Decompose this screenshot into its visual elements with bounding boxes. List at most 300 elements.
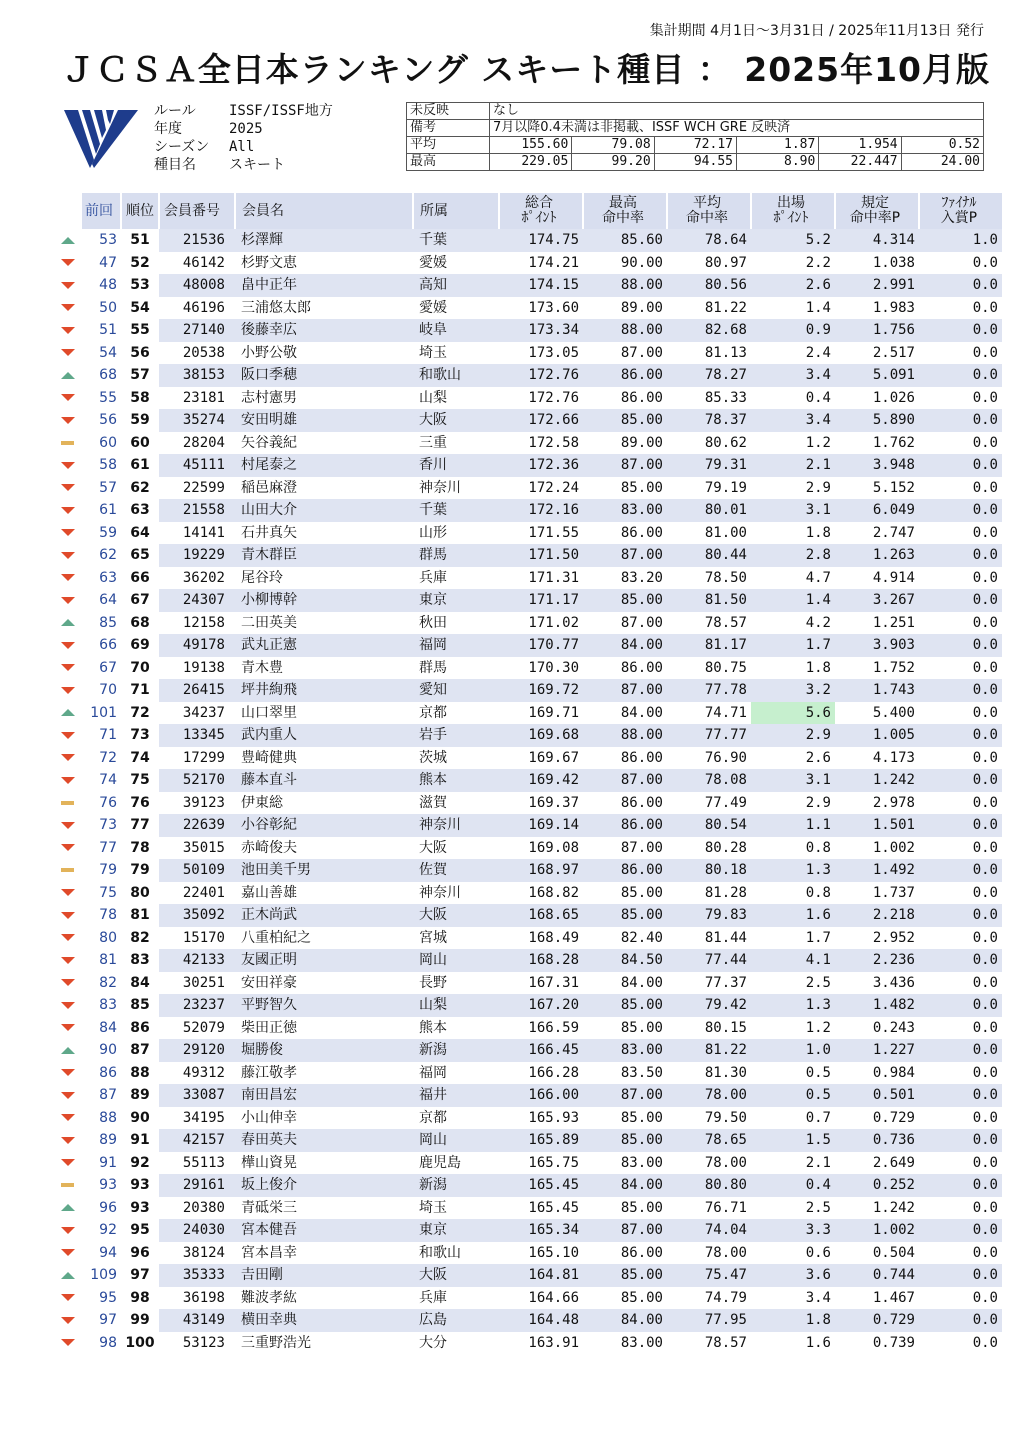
max-value: 8.90 <box>736 154 818 171</box>
prev-rank: 67 <box>99 659 117 676</box>
rank: 88 <box>130 1064 150 1081</box>
affiliation: 大阪 <box>413 409 499 432</box>
entry-points: 1.4 <box>751 589 835 612</box>
final-points: 0.0 <box>919 544 1002 567</box>
best-rate: 87.00 <box>620 344 663 361</box>
member-id: 34195 <box>182 1109 225 1126</box>
rank: 60 <box>130 434 150 451</box>
rank: 100 <box>125 1334 155 1351</box>
std-rate-points: 1.242 <box>872 1199 915 1216</box>
member-id: 13345 <box>159 724 235 747</box>
total-points: 165.34 <box>499 1219 583 1242</box>
prev-rank: 77 <box>99 839 117 856</box>
affiliation: 愛知 <box>413 679 499 702</box>
member-name: 宮本健吾 <box>235 1219 413 1242</box>
trend-down-icon <box>61 777 75 784</box>
best-rate: 85.00 <box>583 1264 667 1287</box>
entry-points: 1.3 <box>751 859 835 882</box>
avg-rate: 76.90 <box>704 749 747 766</box>
prev-rank: 87 <box>99 1087 117 1103</box>
member-name: 坪井絢飛 <box>235 679 413 702</box>
total-points: 165.45 <box>499 1174 583 1197</box>
best-rate: 87.00 <box>620 839 663 856</box>
avg-rate: 78.00 <box>704 1244 747 1261</box>
avg-value: 79.08 <box>572 137 654 154</box>
table-row <box>54 837 1002 860</box>
entry-points: 1.8 <box>751 1309 835 1332</box>
member-name: 友國正明 <box>235 949 413 972</box>
std-rate-points: 1.737 <box>872 884 915 901</box>
entry-points: 2.5 <box>805 1199 831 1216</box>
prev-rank: 89 <box>99 1132 117 1148</box>
member-name: 嘉山善雄 <box>241 884 297 901</box>
affiliation: 愛媛 <box>419 254 447 271</box>
rank: 83 <box>130 952 150 968</box>
best-rate: 87.00 <box>583 679 667 702</box>
trend-cell <box>54 477 81 500</box>
entry-points: 1.5 <box>751 1129 835 1152</box>
total-points: 164.48 <box>499 1309 583 1332</box>
avg-rate: 77.77 <box>667 724 751 747</box>
entry-points: 0.6 <box>805 1244 831 1261</box>
entry-points: 1.6 <box>751 904 835 927</box>
total-points: 174.21 <box>528 254 579 271</box>
avg-rate: 80.01 <box>667 499 751 522</box>
avg-rate: 79.42 <box>667 994 751 1017</box>
trend-down-icon <box>61 304 75 311</box>
affiliation: 福岡 <box>419 1064 447 1081</box>
rank: 56 <box>130 344 150 361</box>
affiliation: 千葉 <box>413 499 499 522</box>
trend-down-icon <box>61 417 75 424</box>
trend-down-icon <box>61 687 75 694</box>
header-total: 総合 ﾎﾟｲﾝﾄ <box>499 193 583 229</box>
trend-down-icon <box>61 664 75 671</box>
entry-points: 2.6 <box>751 274 835 297</box>
rank: 90 <box>130 1109 150 1126</box>
prev-rank: 79 <box>99 862 117 878</box>
prev-rank: 92 <box>99 1222 117 1238</box>
total-points: 169.71 <box>528 704 579 721</box>
member-name: 柴田正徳 <box>241 1019 297 1036</box>
entry-points: 2.8 <box>751 544 835 567</box>
affiliation: 茨城 <box>419 749 447 766</box>
member-id: 24030 <box>159 1219 235 1242</box>
final-points: 0.0 <box>972 1244 998 1261</box>
info-block <box>154 102 333 174</box>
trend-cell <box>54 364 81 387</box>
rank: 66 <box>130 569 150 586</box>
header-name: 会員名 <box>235 193 413 229</box>
total-points: 166.28 <box>528 1064 579 1081</box>
prev-rank: 50 <box>99 299 117 316</box>
member-id: 24307 <box>159 589 235 612</box>
final-points: 0.0 <box>972 254 998 271</box>
best-rate: 85.00 <box>583 994 667 1017</box>
best-rate: 88.00 <box>583 274 667 297</box>
best-rate: 84.00 <box>620 974 663 991</box>
trend-cell <box>54 342 81 365</box>
avg-rate: 77.44 <box>667 949 751 972</box>
avg-rate: 77.95 <box>667 1309 751 1332</box>
prev-rank: 55 <box>99 389 117 406</box>
max-value: 94.55 <box>654 154 736 171</box>
total-points: 168.65 <box>499 904 583 927</box>
avg-rate: 77.37 <box>704 974 747 991</box>
trend-cell <box>54 1219 81 1242</box>
total-points: 172.16 <box>499 499 583 522</box>
table-row <box>54 634 1002 657</box>
best-rate: 86.00 <box>620 794 663 811</box>
std-rate-points: 3.436 <box>872 974 915 991</box>
member-name: 小谷彰紀 <box>235 814 413 837</box>
trend-down-icon <box>61 529 75 536</box>
trend-cell <box>54 274 81 297</box>
total-points: 172.76 <box>499 364 583 387</box>
rank: 68 <box>130 614 150 631</box>
avg-rate: 79.19 <box>704 479 747 496</box>
entry-points: 2.2 <box>805 254 831 271</box>
rank: 77 <box>130 817 150 833</box>
std-rate-points: 1.501 <box>835 814 919 837</box>
note-value: 7月以降0.4未満は非掲載、ISSF WCH GRE 反映済 <box>490 120 984 137</box>
prev-rank: 70 <box>99 682 117 698</box>
table-row <box>54 972 1002 995</box>
affiliation: 熊本 <box>413 769 499 792</box>
info-value: ISSF/ISSF地方 <box>229 103 333 119</box>
member-name: 三浦悠太郎 <box>241 299 311 316</box>
final-points: 0.0 <box>919 1309 1002 1332</box>
std-rate-points: 4.914 <box>872 569 915 586</box>
rank: 58 <box>130 389 150 406</box>
member-name: 伊東総 <box>241 794 283 811</box>
std-rate-points: 0.729 <box>872 1109 915 1126</box>
avg-rate: 80.62 <box>704 434 747 451</box>
std-rate-points: 2.236 <box>835 949 919 972</box>
rank: 92 <box>130 1154 150 1171</box>
affiliation: 千葉 <box>413 229 499 252</box>
trend-cell <box>54 1309 81 1332</box>
trend-up-icon <box>61 1204 75 1211</box>
trend-cell <box>54 657 81 680</box>
trend-down-icon <box>61 484 75 491</box>
trend-down-icon <box>61 1294 75 1301</box>
member-id: 17299 <box>182 749 225 766</box>
trend-cell <box>54 679 81 702</box>
final-points: 0.0 <box>972 569 998 586</box>
table-row <box>54 1242 1002 1265</box>
affiliation: 鹿児島 <box>419 1154 461 1171</box>
trend-down-icon <box>61 552 75 559</box>
member-name: 安田明雄 <box>235 409 413 432</box>
trend-cell <box>54 747 81 770</box>
trend-down-icon <box>61 1092 75 1099</box>
final-points: 1.0 <box>919 229 1002 252</box>
total-points: 168.28 <box>499 949 583 972</box>
rank: 98 <box>130 1289 150 1306</box>
affiliation: 福岡 <box>413 634 499 657</box>
table-row <box>54 477 1002 500</box>
rank: 84 <box>130 974 150 991</box>
trend-down-icon <box>61 1159 75 1166</box>
max-label: 最高 <box>407 154 490 171</box>
total-points: 165.10 <box>528 1244 579 1261</box>
prev-rank: 62 <box>99 547 117 563</box>
std-rate-points: 2.952 <box>872 929 915 946</box>
member-name: 小山伸幸 <box>241 1109 297 1126</box>
entry-points: 2.1 <box>805 1154 831 1171</box>
trend-down-icon <box>61 1339 75 1346</box>
best-rate: 86.00 <box>620 389 663 406</box>
std-rate-points: 1.263 <box>835 544 919 567</box>
affiliation: 群馬 <box>413 544 499 567</box>
member-id: 42133 <box>159 949 235 972</box>
prev-rank: 63 <box>99 569 117 586</box>
total-points: 171.17 <box>499 589 583 612</box>
total-points: 172.76 <box>528 389 579 406</box>
table-row <box>54 904 1002 927</box>
total-points: 165.75 <box>528 1154 579 1171</box>
rank: 59 <box>130 412 150 428</box>
avg-rate: 81.30 <box>704 1064 747 1081</box>
trend-up-icon <box>61 1047 75 1054</box>
prev-rank: 80 <box>99 929 117 946</box>
info-key: ルール <box>154 103 196 119</box>
trend-down-icon <box>61 507 75 514</box>
table-row <box>54 1062 1002 1085</box>
table-row <box>54 679 1002 702</box>
affiliation: 岩手 <box>413 724 499 747</box>
trend-cell <box>54 1197 81 1220</box>
rank: 76 <box>130 794 150 811</box>
table-row <box>54 499 1002 522</box>
trend-cell <box>54 252 81 275</box>
std-rate-points: 1.467 <box>872 1289 915 1306</box>
header-std: 規定 命中率P <box>835 193 919 229</box>
rank: 89 <box>130 1087 150 1103</box>
table-row <box>54 589 1002 612</box>
avg-value: 0.52 <box>901 137 983 154</box>
avg-rate: 80.75 <box>704 659 747 676</box>
avg-value: 1.87 <box>736 137 818 154</box>
trend-cell <box>54 1017 81 1040</box>
affiliation: 新潟 <box>413 1174 499 1197</box>
affiliation: 大分 <box>419 1334 447 1351</box>
total-points: 169.72 <box>499 679 583 702</box>
trend-up-icon <box>61 372 75 379</box>
trend-down-icon <box>61 889 75 896</box>
affiliation: 神奈川 <box>413 814 499 837</box>
affiliation: 山梨 <box>413 994 499 1017</box>
trend-cell <box>54 612 81 635</box>
final-points: 0.0 <box>919 589 1002 612</box>
table-row <box>54 522 1002 545</box>
avg-rate: 81.22 <box>667 1039 751 1062</box>
prev-rank: 101 <box>90 704 117 721</box>
std-rate-points: 1.242 <box>835 769 919 792</box>
trend-cell <box>54 522 81 545</box>
member-id: 46196 <box>182 299 225 316</box>
rank: 64 <box>130 524 150 541</box>
prev-rank: 76 <box>99 794 117 811</box>
table-row <box>54 792 1002 815</box>
total-points: 169.68 <box>499 724 583 747</box>
prev-rank: 74 <box>99 772 117 788</box>
best-rate: 83.00 <box>583 1039 667 1062</box>
trend-cell <box>54 769 81 792</box>
prev-rank: 61 <box>99 502 117 518</box>
member-name: 石井真矢 <box>241 524 297 541</box>
final-points: 0.0 <box>972 1334 998 1351</box>
trend-up-icon <box>61 619 75 626</box>
avg-rate: 78.27 <box>667 364 751 387</box>
info-value: All <box>229 139 255 155</box>
table-header <box>54 193 1002 229</box>
member-name: 安田祥豪 <box>241 974 297 991</box>
rank: 54 <box>130 299 150 316</box>
member-id: 23237 <box>159 994 235 1017</box>
info-row <box>154 102 333 120</box>
info-key: 種目名 <box>154 157 196 173</box>
table-row <box>54 1332 1002 1355</box>
affiliation: 三重 <box>419 434 447 451</box>
max-value: 229.05 <box>490 154 572 171</box>
total-points: 169.14 <box>499 814 583 837</box>
final-points: 0.0 <box>972 929 998 946</box>
affiliation: 埼玉 <box>419 1199 447 1216</box>
prev-rank: 98 <box>99 1334 117 1351</box>
affiliation: 福井 <box>413 1084 499 1107</box>
trend-cell <box>54 1062 81 1085</box>
member-name: 畠中正年 <box>235 274 413 297</box>
std-rate-points: 1.002 <box>835 1219 919 1242</box>
entry-points: 1.1 <box>751 814 835 837</box>
table-row <box>54 657 1002 680</box>
affiliation: 神奈川 <box>419 479 461 496</box>
rank: 75 <box>130 772 150 788</box>
entry-points: 0.5 <box>805 1064 831 1081</box>
final-points: 0.0 <box>919 1039 1002 1062</box>
trend-down-icon <box>61 282 75 289</box>
trend-down-icon <box>61 349 75 356</box>
total-points: 166.00 <box>499 1084 583 1107</box>
final-points: 0.0 <box>972 839 998 856</box>
trend-cell <box>54 1152 81 1175</box>
avg-rate: 80.15 <box>704 1019 747 1036</box>
trend-down-icon <box>61 1137 75 1144</box>
trend-down-icon <box>61 642 75 649</box>
member-id: 45111 <box>159 454 235 477</box>
table-row <box>54 1287 1002 1310</box>
final-points: 0.0 <box>972 1199 998 1216</box>
avg-rate: 75.47 <box>667 1264 751 1287</box>
best-rate: 87.00 <box>583 1219 667 1242</box>
trend-same-icon <box>61 441 74 445</box>
member-name: 横田幸典 <box>235 1309 413 1332</box>
entry-points: 3.3 <box>751 1219 835 1242</box>
std-rate-points: 1.492 <box>835 859 919 882</box>
final-points: 0.0 <box>919 1219 1002 1242</box>
member-id: 34237 <box>182 704 225 721</box>
final-points: 0.0 <box>972 974 998 991</box>
best-rate: 85.00 <box>620 884 663 901</box>
info-row <box>154 156 333 174</box>
entry-points: 0.4 <box>751 1174 835 1197</box>
final-points: 0.0 <box>972 794 998 811</box>
std-rate-points: 1.002 <box>872 839 915 856</box>
entry-points: 1.3 <box>751 994 835 1017</box>
total-points: 164.81 <box>499 1264 583 1287</box>
final-points: 0.0 <box>919 949 1002 972</box>
affiliation: 大阪 <box>413 1264 499 1287</box>
std-rate-points: 1.482 <box>835 994 919 1017</box>
entry-points: 5.2 <box>751 229 835 252</box>
total-points: 166.59 <box>528 1019 579 1036</box>
info-row <box>154 138 333 156</box>
prev-rank: 57 <box>99 479 117 496</box>
member-name: 阪口季穂 <box>235 364 413 387</box>
best-rate: 87.00 <box>583 454 667 477</box>
table-row <box>54 882 1002 905</box>
total-points: 171.55 <box>528 524 579 541</box>
best-rate: 87.00 <box>583 1084 667 1107</box>
trend-cell <box>54 567 81 590</box>
final-points: 0.0 <box>972 389 998 406</box>
prev-rank: 75 <box>99 884 117 901</box>
trend-down-icon <box>61 732 75 739</box>
total-points: 172.66 <box>499 409 583 432</box>
trend-cell <box>54 544 81 567</box>
final-points: 0.0 <box>919 1264 1002 1287</box>
member-name: 宮本昌幸 <box>241 1244 297 1261</box>
avg-rate: 80.28 <box>704 839 747 856</box>
affiliation: 兵庫 <box>419 569 447 586</box>
prev-rank: 88 <box>99 1109 117 1126</box>
trend-cell <box>54 409 81 432</box>
member-name: 池田美千男 <box>235 859 413 882</box>
best-rate: 84.00 <box>620 704 663 721</box>
avg-rate: 78.57 <box>704 1334 747 1351</box>
avg-rate: 79.50 <box>704 1109 747 1126</box>
table-row <box>54 252 1002 275</box>
trend-cell <box>54 814 81 837</box>
trend-up-icon <box>61 709 75 716</box>
best-rate: 88.00 <box>583 319 667 342</box>
table-row <box>54 274 1002 297</box>
best-rate: 87.00 <box>583 769 667 792</box>
std-rate-points: 2.978 <box>872 794 915 811</box>
avg-value: 155.60 <box>490 137 572 154</box>
entry-points: 3.6 <box>751 1264 835 1287</box>
entry-points: 3.4 <box>805 1289 831 1306</box>
std-rate-points: 0.739 <box>872 1334 915 1351</box>
rank: 65 <box>130 547 150 563</box>
trend-cell <box>54 499 81 522</box>
member-id: 28204 <box>182 434 225 451</box>
prev-rank: 95 <box>99 1289 117 1306</box>
best-rate: 90.00 <box>620 254 663 271</box>
final-points: 0.0 <box>972 749 998 766</box>
entry-points: 1.6 <box>805 1334 831 1351</box>
trend-cell <box>54 702 81 725</box>
avg-rate: 77.78 <box>667 679 751 702</box>
final-points: 0.0 <box>972 704 998 721</box>
std-rate-points: 5.400 <box>872 704 915 721</box>
affiliation: 山形 <box>419 524 447 541</box>
member-id: 14141 <box>182 524 225 541</box>
affiliation: 東京 <box>413 1219 499 1242</box>
avg-rate: 78.65 <box>667 1129 751 1152</box>
